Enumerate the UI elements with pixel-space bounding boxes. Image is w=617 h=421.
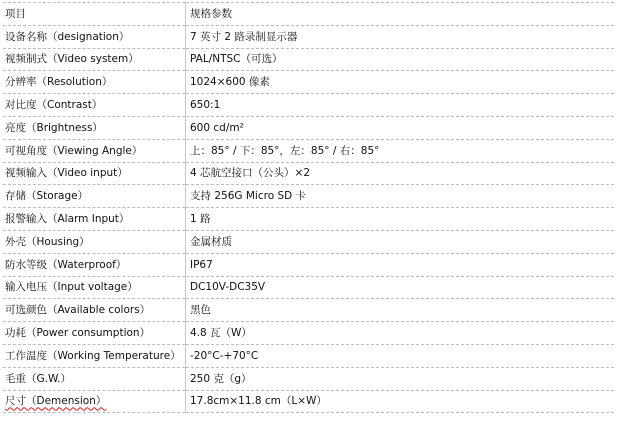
row-value: 250 克（g） bbox=[186, 367, 615, 390]
row-value: DC10V-DC35V bbox=[186, 276, 615, 299]
row-label: 输入电压（Input voltage） bbox=[3, 276, 186, 299]
row-value: IP67 bbox=[186, 253, 615, 276]
table-row bbox=[3, 25, 614, 48]
table-row bbox=[3, 253, 614, 276]
row-label: 视频制式（Video system） bbox=[3, 48, 186, 71]
table-row bbox=[3, 185, 614, 208]
row-label: 工作温度（Working Temperature） bbox=[3, 344, 186, 367]
table-row bbox=[3, 276, 614, 299]
table-row bbox=[3, 299, 614, 322]
row-value: 4 芯航空接口（公头）×2 bbox=[186, 162, 615, 185]
header-item-cell: 项目 bbox=[3, 3, 186, 26]
table-header-row bbox=[3, 3, 614, 26]
row-label: 亮度（Brightness） bbox=[3, 116, 186, 139]
row-value: 600 cd/m² bbox=[186, 116, 615, 139]
row-value: 黑色 bbox=[186, 299, 615, 322]
row-label: 视频输入（Video input） bbox=[3, 162, 186, 185]
row-value: 上：85° / 下：85°，左：85° / 右：85° bbox=[186, 139, 615, 162]
row-value: 4.8 瓦（W） bbox=[186, 322, 615, 345]
row-label: 尺寸（Demension） bbox=[3, 390, 186, 413]
row-label: 报警输入（Alarm Input） bbox=[3, 208, 186, 231]
table-row bbox=[3, 322, 614, 345]
table-row bbox=[3, 94, 614, 117]
row-label: 设备名称（designation） bbox=[3, 25, 186, 48]
row-value: PAL/NTSC（可选） bbox=[186, 48, 615, 71]
row-value: 支持 256G Micro SD 卡 bbox=[186, 185, 615, 208]
table-row bbox=[3, 344, 614, 367]
row-label: 外壳（Housing） bbox=[3, 230, 186, 253]
row-label: 可视角度（Viewing Angle） bbox=[3, 139, 186, 162]
table-row bbox=[3, 230, 614, 253]
row-label: 对比度（Contrast） bbox=[3, 94, 186, 117]
row-label: 防水等级（Waterproof） bbox=[3, 253, 186, 276]
row-label: 毛重（G.W.） bbox=[3, 367, 186, 390]
header-spec-cell: 规格参数 bbox=[186, 3, 615, 26]
row-value: 1 路 bbox=[186, 208, 615, 231]
row-label: 存储（Storage） bbox=[3, 185, 186, 208]
row-value: 7 英寸 2 路录制显示器 bbox=[186, 25, 615, 48]
row-label: 可选颜色（Available colors） bbox=[3, 299, 186, 322]
table-row bbox=[3, 162, 614, 185]
table-row bbox=[3, 71, 614, 94]
table-row bbox=[3, 367, 614, 390]
table-row bbox=[3, 390, 614, 413]
spec-table bbox=[3, 2, 614, 413]
row-value: -20°C-+70°C bbox=[186, 344, 615, 367]
row-value: 650:1 bbox=[186, 94, 615, 117]
row-label: 分辨率（Resolution） bbox=[3, 71, 186, 94]
row-value: 1024×600 像素 bbox=[186, 71, 615, 94]
row-label: 功耗（Power consumption） bbox=[3, 322, 186, 345]
table-row bbox=[3, 48, 614, 71]
table-row bbox=[3, 208, 614, 231]
table-row bbox=[3, 139, 614, 162]
table-row bbox=[3, 116, 614, 139]
row-value: 金属材质 bbox=[186, 230, 615, 253]
row-value: 17.8cm×11.8 cm（L×W） bbox=[186, 390, 615, 413]
